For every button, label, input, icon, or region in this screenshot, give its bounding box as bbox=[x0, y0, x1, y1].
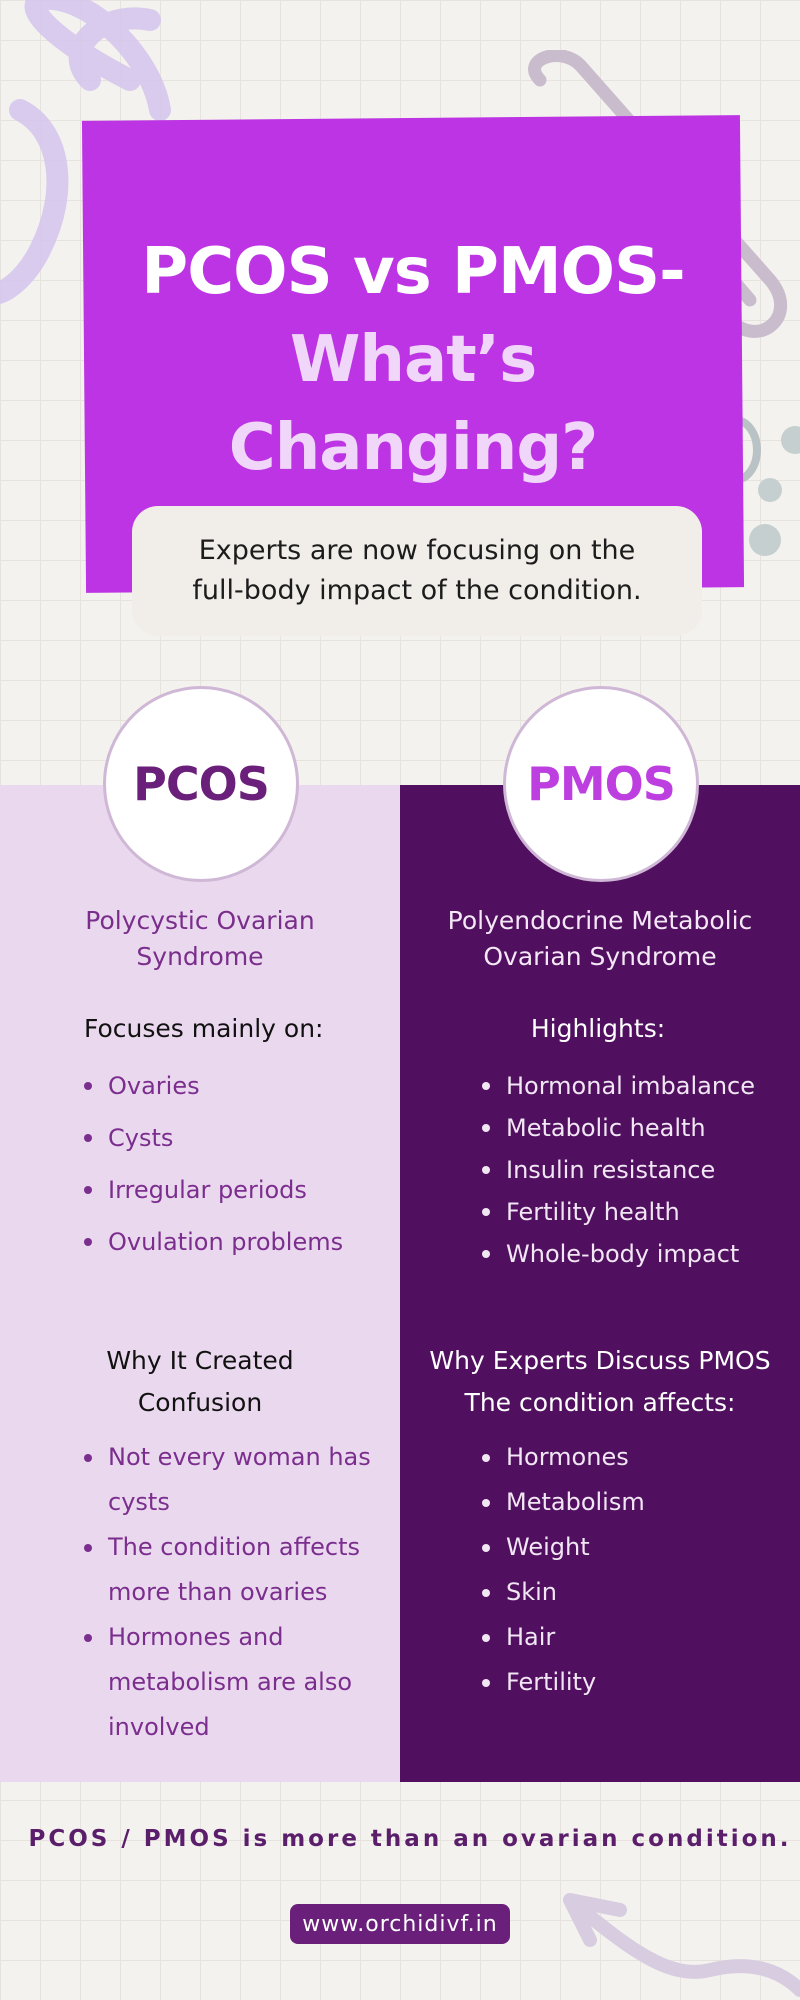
subtitle-line-2: full-body impact of the condition. bbox=[192, 575, 642, 606]
pmos-full-name bbox=[400, 903, 800, 975]
pmos-highlights-label: Highlights: bbox=[530, 1014, 666, 1043]
pcos-name-line-1: Polycystic Ovarian bbox=[85, 906, 315, 935]
pcos-confusion-list bbox=[84, 1435, 384, 1750]
title-line-1: PCOS vs PMOS- bbox=[141, 235, 685, 309]
list-item: Cysts bbox=[84, 1112, 384, 1164]
pmos-name-line-1: Polyendocrine Metabolic bbox=[447, 906, 753, 935]
list-item: Hormonal imbalance bbox=[482, 1065, 792, 1107]
list-item: Metabolic health bbox=[482, 1107, 792, 1149]
list-item: Whole-body impact bbox=[482, 1233, 792, 1275]
list-item: Ovulation problems bbox=[84, 1216, 384, 1268]
list-item: Hormones bbox=[482, 1435, 792, 1480]
pmos-affects-list bbox=[482, 1435, 792, 1705]
list-item: Fertility health bbox=[482, 1191, 792, 1233]
list-item: Not every woman has cysts bbox=[84, 1435, 384, 1525]
list-item: Fertility bbox=[482, 1660, 792, 1705]
list-item: Ovaries bbox=[84, 1060, 384, 1112]
pmos-why-label bbox=[400, 1340, 800, 1424]
pcos-badge: PCOS bbox=[103, 686, 299, 882]
why-label-line-1: Why Experts Discuss PMOS bbox=[429, 1346, 771, 1375]
list-item: Hormones and metabolism are also involved bbox=[84, 1615, 384, 1750]
pmos-badge: PMOS bbox=[503, 686, 699, 882]
list-item: Insulin resistance bbox=[482, 1149, 792, 1191]
pcos-focus-list bbox=[84, 1060, 384, 1268]
list-item: Weight bbox=[482, 1525, 792, 1570]
footer-tagline: PCOS / PMOS is more than an ovarian condition. bbox=[28, 1826, 792, 1852]
pcos-name-line-2: Syndrome bbox=[136, 942, 264, 971]
subtitle-text bbox=[192, 531, 641, 611]
title-line-3: Changing? bbox=[228, 411, 598, 485]
arrow-scribble-icon bbox=[550, 1880, 800, 2000]
list-item: Irregular periods bbox=[84, 1164, 384, 1216]
website-link[interactable]: www.orchidivf.in bbox=[290, 1904, 510, 1944]
pmos-name-line-2: Ovarian Syndrome bbox=[483, 942, 717, 971]
list-item: The condition affects more than ovaries bbox=[84, 1525, 384, 1615]
title-line-2: What’s bbox=[289, 323, 537, 397]
pcos-focus-label: Focuses mainly on: bbox=[84, 1014, 324, 1043]
list-item: Metabolism bbox=[482, 1480, 792, 1525]
confusion-label-line-1: Why It Created bbox=[106, 1346, 294, 1375]
subtitle-line-1: Experts are now focusing on the bbox=[198, 535, 636, 566]
pcos-full-name bbox=[0, 903, 400, 975]
pcos-confusion-label bbox=[0, 1340, 400, 1424]
why-label-line-2: The condition affects: bbox=[464, 1388, 736, 1417]
pmos-highlights-list bbox=[482, 1065, 792, 1275]
list-item: Skin bbox=[482, 1570, 792, 1615]
confusion-label-line-2: Confusion bbox=[137, 1388, 263, 1417]
list-item: Hair bbox=[482, 1615, 792, 1660]
page-title bbox=[84, 228, 742, 492]
subtitle-box bbox=[132, 506, 702, 636]
